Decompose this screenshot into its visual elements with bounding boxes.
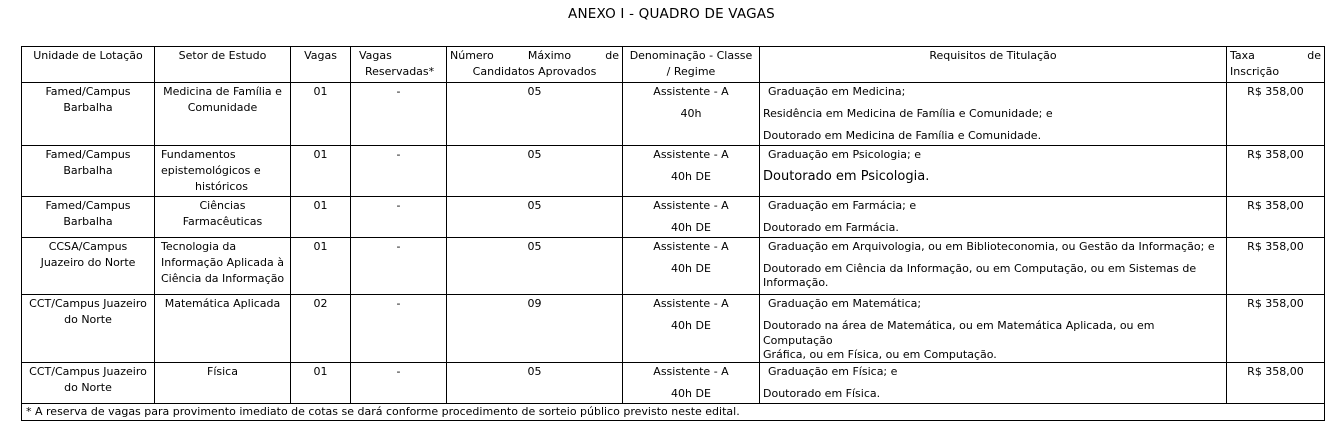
cell-classe-regime: Assistente - A 40h DE	[623, 146, 760, 197]
cell-requisitos: Graduação em Psicologia; e Doutorado em Psicologia.	[760, 146, 1227, 197]
cell-classe-regime: Assistente - A 40h DE	[623, 363, 760, 404]
cell-requisitos: Graduação em Matemática; Doutorado na área de Matemática, ou em Matemática Aplicada, ou em Computação Gráfica, ou em Física, ou em Computação.	[760, 295, 1227, 363]
cell-setor: Medicina de Família e Comunidade	[155, 83, 291, 146]
table-row	[22, 295, 1325, 363]
table-row	[22, 197, 1325, 238]
cell-unidade: CCSA/Campus Juazeiro do Norte	[22, 238, 155, 295]
header-taxa: Taxa de Inscrição	[1227, 47, 1325, 83]
cell-classe-regime: Assistente - A 40h DE	[623, 295, 760, 363]
cell-vagas: 01	[291, 197, 351, 238]
cell-unidade: Famed/Campus Barbalha	[22, 146, 155, 197]
cell-vagas: 02	[291, 295, 351, 363]
cell-taxa: R$ 358,00	[1227, 295, 1325, 363]
vacancy-table-wrapper	[21, 46, 1324, 421]
cell-setor: Fundamentos epistemológicos e históricos	[155, 146, 291, 197]
cell-setor: Tecnologia da Informação Aplicada à Ciência da Informação	[155, 238, 291, 295]
header-requisitos: Requisitos de Titulação	[760, 47, 1227, 83]
cell-taxa: R$ 358,00	[1227, 238, 1325, 295]
cell-requisitos: Graduação em Farmácia; e Doutorado em Farmácia.	[760, 197, 1227, 238]
cell-setor: Ciências Farmacêuticas	[155, 197, 291, 238]
cell-unidade: Famed/Campus Barbalha	[22, 197, 155, 238]
cell-taxa: R$ 358,00	[1227, 83, 1325, 146]
cell-reservadas: -	[351, 363, 447, 404]
cell-taxa: R$ 358,00	[1227, 146, 1325, 197]
cell-requisitos: Graduação em Arquivologia, ou em Biblioteconomia, ou Gestão da Informação; e Doutorado em Ciência da Informação, ou em Computação, ou em Sistemas de Informação.	[760, 238, 1227, 295]
cell-taxa: R$ 358,00	[1227, 363, 1325, 404]
cell-max-aprovados: 09	[447, 295, 623, 363]
cell-vagas: 01	[291, 83, 351, 146]
footnote: * A reserva de vagas para provimento imediato de cotas se dará conforme procedimento de sorteio público previsto neste edital.	[22, 404, 1325, 421]
cell-reservadas: -	[351, 295, 447, 363]
cell-reservadas: -	[351, 197, 447, 238]
cell-vagas: 01	[291, 238, 351, 295]
cell-classe-regime: Assistente - A 40h	[623, 83, 760, 146]
cell-reservadas: -	[351, 238, 447, 295]
cell-unidade: Famed/Campus Barbalha	[22, 83, 155, 146]
cell-requisitos: Graduação em Medicina; Residência em Medicina de Família e Comunidade; e Doutorado em Medicina de Família e Comunidade.	[760, 83, 1227, 146]
table-row	[22, 238, 1325, 295]
cell-reservadas: -	[351, 146, 447, 197]
vacancy-table	[21, 46, 1325, 421]
cell-classe-regime: Assistente - A 40h DE	[623, 197, 760, 238]
document-title: ANEXO I - QUADRO DE VAGAS	[568, 6, 775, 22]
cell-vagas: 01	[291, 363, 351, 404]
cell-unidade: CCT/Campus Juazeiro do Norte	[22, 295, 155, 363]
cell-max-aprovados: 05	[447, 197, 623, 238]
header-denominacao: Denominação - Classe / Regime	[623, 47, 760, 83]
cell-max-aprovados: 05	[447, 363, 623, 404]
cell-max-aprovados: 05	[447, 238, 623, 295]
header-setor: Setor de Estudo	[155, 47, 291, 83]
cell-classe-regime: Assistente - A 40h DE	[623, 238, 760, 295]
table-row	[22, 83, 1325, 146]
header-vagas-reservadas: Vagas Reservadas*	[351, 47, 447, 83]
cell-max-aprovados: 05	[447, 146, 623, 197]
footnote-row	[22, 404, 1325, 421]
cell-reservadas: -	[351, 83, 447, 146]
cell-max-aprovados: 05	[447, 83, 623, 146]
header-vagas: Vagas	[291, 47, 351, 83]
cell-taxa: R$ 358,00	[1227, 197, 1325, 238]
table-row	[22, 146, 1325, 197]
table-row	[22, 363, 1325, 404]
cell-requisitos: Graduação em Física; e Doutorado em Física.	[760, 363, 1227, 404]
header-row	[22, 47, 1325, 83]
cell-setor: Física	[155, 363, 291, 404]
header-numero-maximo: Número Máximo de Candidatos Aprovados	[447, 47, 623, 83]
cell-unidade: CCT/Campus Juazeiro do Norte	[22, 363, 155, 404]
cell-setor: Matemática Aplicada	[155, 295, 291, 363]
cell-vagas: 01	[291, 146, 351, 197]
header-unidade: Unidade de Lotação	[22, 47, 155, 83]
